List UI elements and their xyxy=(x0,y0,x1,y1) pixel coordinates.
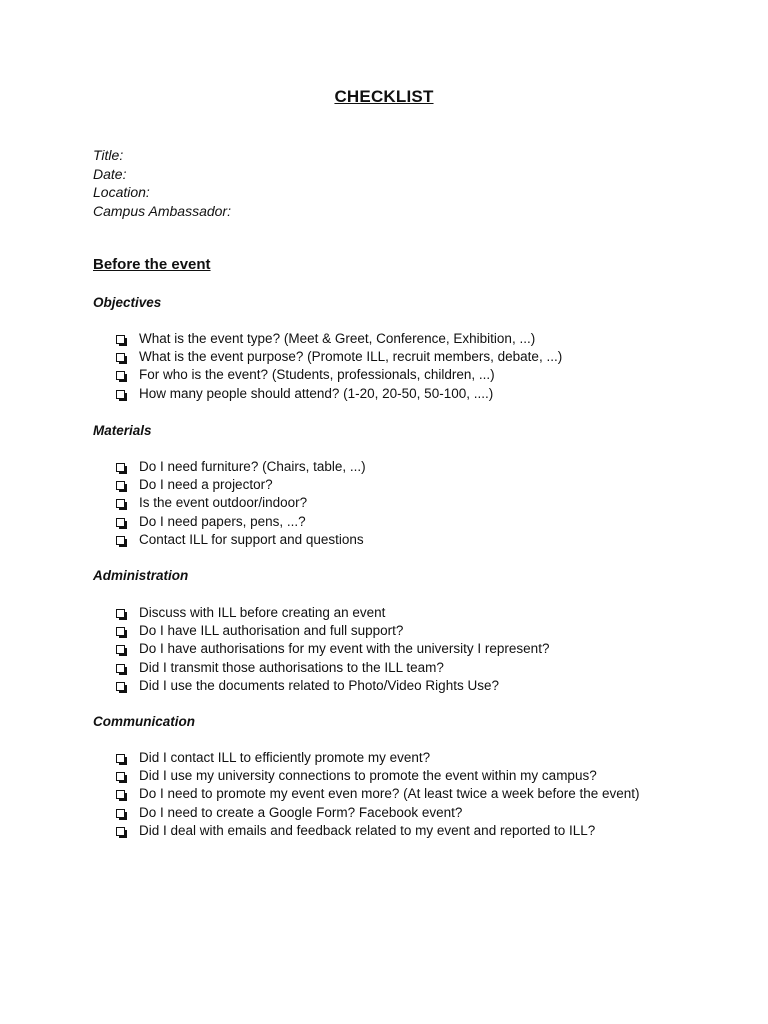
checklist-item-label: Did I use the documents related to Photo/Video Rights Use? xyxy=(139,677,499,693)
checklist-item-label: Do I need to create a Google Form? Facebook event? xyxy=(139,804,463,820)
checkbox-icon[interactable] xyxy=(116,606,126,620)
checkbox-icon[interactable] xyxy=(116,387,126,401)
checkbox-icon[interactable] xyxy=(116,806,126,820)
checkbox-icon[interactable] xyxy=(116,624,126,638)
field-location-label: Location: xyxy=(93,184,150,200)
event-info-fields xyxy=(93,146,231,220)
checklist-item-label: How many people should attend? (1-20, 20-50, 50-100, ....) xyxy=(139,385,494,401)
group-heading-administration: Administration xyxy=(93,568,189,583)
checklist-objectives xyxy=(116,330,562,403)
field-title-label: Title: xyxy=(93,147,124,163)
checkbox-icon[interactable] xyxy=(116,642,126,656)
checkbox-icon[interactable] xyxy=(116,661,126,675)
checklist-item-label: Do I need to promote my event even more? (At least twice a week before the event) xyxy=(139,786,640,802)
checklist-item-label: Do I need a projector? xyxy=(139,477,273,493)
checklist-item[interactable] xyxy=(116,330,562,348)
checkbox-icon[interactable] xyxy=(116,769,126,783)
checklist-item[interactable] xyxy=(116,348,562,366)
checklist-item[interactable] xyxy=(116,604,549,622)
checklist-item[interactable] xyxy=(116,494,366,512)
checklist-item[interactable] xyxy=(116,640,549,658)
checklist-item-label: Did I contact ILL to efficiently promote my event? xyxy=(139,750,431,765)
field-campus-ambassador-label: Campus Ambassador: xyxy=(93,202,231,219)
checklist-item[interactable] xyxy=(116,458,366,476)
checkbox-icon[interactable] xyxy=(116,332,126,346)
checklist-item-label: Did I use my university connections to promote the event within my campus? xyxy=(139,768,597,784)
group-heading-objectives: Objectives xyxy=(93,295,162,310)
checklist-item[interactable] xyxy=(116,785,640,803)
checkbox-icon[interactable] xyxy=(116,368,126,382)
checklist-item[interactable] xyxy=(116,531,366,549)
document-title: CHECKLIST xyxy=(334,87,434,106)
group-heading-materials: Materials xyxy=(93,423,152,438)
checklist-item-label: Contact ILL for support and questions xyxy=(139,531,364,547)
checklist-item[interactable] xyxy=(116,804,640,822)
checklist-materials xyxy=(116,458,366,549)
checkbox-icon[interactable] xyxy=(116,496,126,510)
checklist-item[interactable] xyxy=(116,622,549,640)
field-date-label: Date: xyxy=(93,165,127,182)
section-title-before-event: Before the event xyxy=(93,256,211,273)
checklist-item[interactable] xyxy=(116,366,562,384)
checklist-item-label: What is the event purpose? (Promote ILL, recruit members, debate, ...) xyxy=(139,349,563,365)
checklist-item-label: Do I have ILL authorisation and full support? xyxy=(139,623,404,639)
checkbox-icon[interactable] xyxy=(116,679,126,693)
checkbox-icon[interactable] xyxy=(116,751,126,765)
checklist-item-label: Did I transmit those authorisations to the ILL team? xyxy=(139,659,444,675)
checkbox-icon[interactable] xyxy=(116,824,126,838)
checklist-administration xyxy=(116,604,549,695)
checklist-item[interactable] xyxy=(116,749,640,767)
checklist-item-label: Did I deal with emails and feedback related to my event and reported to ILL? xyxy=(139,822,596,838)
checklist-communication xyxy=(116,749,640,840)
checkbox-icon[interactable] xyxy=(116,533,126,547)
checkbox-icon[interactable] xyxy=(116,460,126,474)
checklist-item[interactable] xyxy=(116,476,366,494)
checkbox-icon[interactable] xyxy=(116,787,126,801)
group-heading-communication: Communication xyxy=(93,714,196,729)
checklist-item[interactable] xyxy=(116,659,549,677)
checklist-item-label: Do I need furniture? (Chairs, table, ...) xyxy=(139,459,366,474)
checkbox-icon[interactable] xyxy=(116,350,126,364)
checkbox-icon[interactable] xyxy=(116,515,126,529)
checklist-item[interactable] xyxy=(116,677,549,695)
checkbox-icon[interactable] xyxy=(116,478,126,492)
checklist-item-label: Is the event outdoor/indoor? xyxy=(139,495,308,511)
checklist-item[interactable] xyxy=(116,513,366,531)
checklist-item[interactable] xyxy=(116,822,640,840)
checklist-item-label: For who is the event? (Students, professionals, children, ...) xyxy=(139,367,495,383)
checklist-item-label: Discuss with ILL before creating an event xyxy=(139,605,386,620)
checklist-item-label: Do I need papers, pens, ...? xyxy=(139,513,306,529)
checklist-item-label: What is the event type? (Meet & Greet, Conference, Exhibition, ...) xyxy=(139,331,536,346)
checklist-item[interactable] xyxy=(116,385,562,403)
checklist-item-label: Do I have authorisations for my event with the university I represent? xyxy=(139,641,550,657)
checklist-item[interactable] xyxy=(116,767,640,785)
